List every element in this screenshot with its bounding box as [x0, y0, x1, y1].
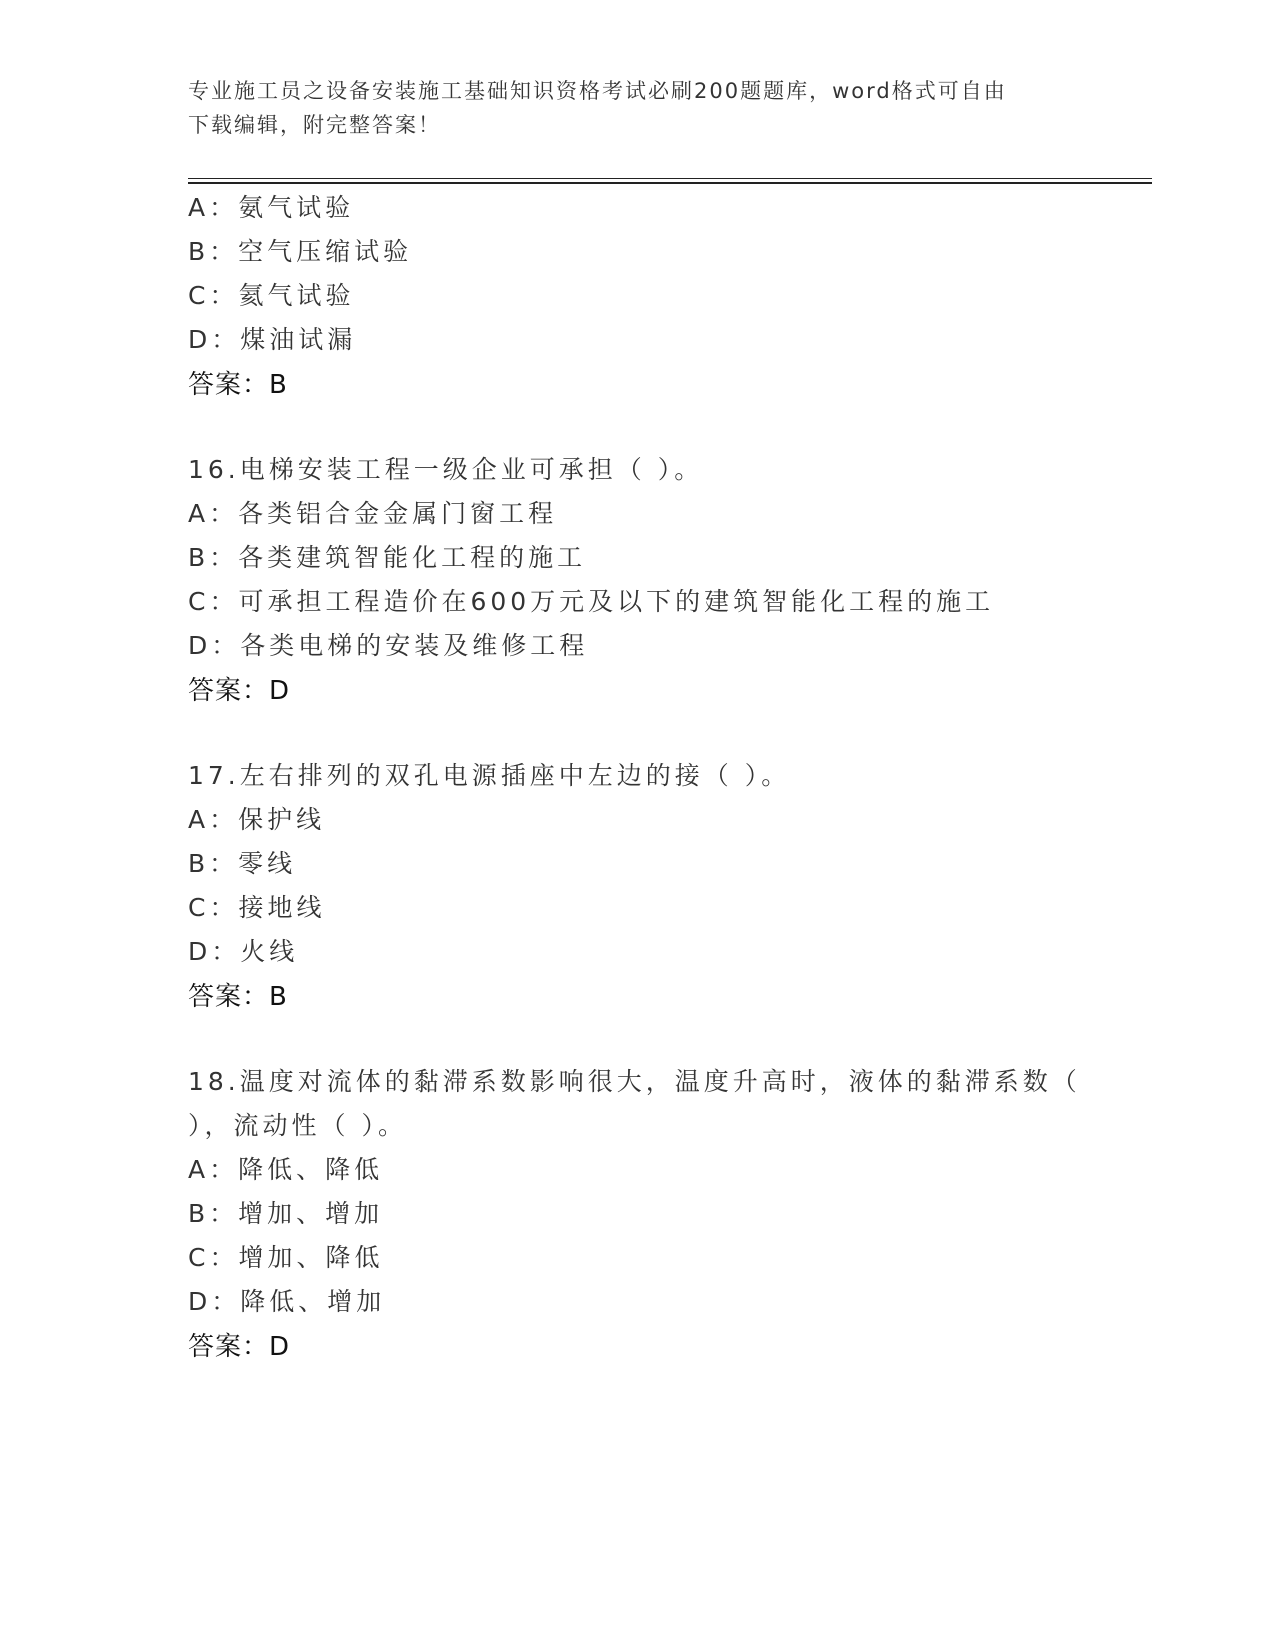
- q18-question-line-2: ），流动性（ ）。: [188, 1111, 407, 1140]
- q17-option-a: A：保护线: [188, 805, 326, 834]
- q17-question: 17.左右排列的双孔电源插座中左边的接（ ）。: [188, 761, 791, 790]
- q17-option-c: C：接地线: [188, 893, 326, 922]
- q15-option-d: D：煤油试漏: [188, 325, 357, 354]
- q17-option-d: D：火线: [188, 937, 299, 966]
- header-line-2: 下载编辑，附完整答案！: [188, 113, 441, 137]
- q15-option-b: B：空气压缩试验: [188, 237, 413, 266]
- document-header: [188, 74, 1088, 142]
- q16-option-a: A：各类铝合金金属门窗工程: [188, 499, 558, 528]
- q17-answer: 答案：B: [188, 982, 288, 1012]
- q18-option-b: B：增加、增加: [188, 1199, 384, 1228]
- q18-question-line-1: 18.温度对流体的黏滞系数影响很大，温度升高时，液体的黏滞系数（: [188, 1067, 1081, 1096]
- q16-answer: 答案：D: [188, 676, 291, 706]
- q16-option-d: D：各类电梯的安装及维修工程: [188, 631, 589, 660]
- q15-option-a: A：氨气试验: [188, 193, 355, 222]
- q15-option-c: C：氦气试验: [188, 281, 355, 310]
- header-divider-thin: [188, 178, 1152, 179]
- q18-option-a: A：降低、降低: [188, 1155, 384, 1184]
- q17-option-b: B：零线: [188, 849, 297, 878]
- q16-option-b: B：各类建筑智能化工程的施工: [188, 543, 587, 572]
- q18-answer: 答案：D: [188, 1332, 291, 1362]
- q16-option-c: C：可承担工程造价在600万元及以下的建筑智能化工程的施工: [188, 587, 995, 616]
- header-line-1: 专业施工员之设备安装施工基础知识资格考试必刷200题题库，word格式可自由: [188, 79, 1007, 103]
- q18-option-d: D：降低、增加: [188, 1287, 386, 1316]
- q18-option-c: C：增加、降低: [188, 1243, 384, 1272]
- q16-question: 16.电梯安装工程一级企业可承担（ ）。: [188, 455, 704, 484]
- q15-answer: 答案：B: [188, 370, 288, 400]
- header-divider-thick: [188, 182, 1152, 184]
